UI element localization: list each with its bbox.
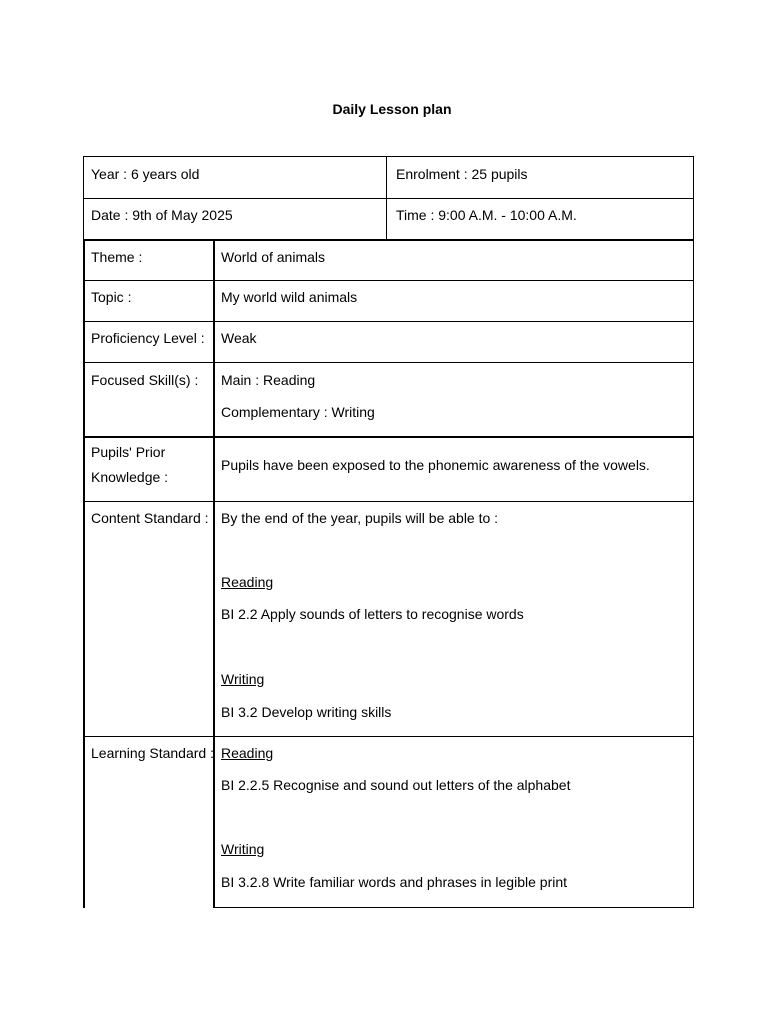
learning-standard-writing-heading: Writing	[221, 841, 265, 857]
prior-knowledge-value: Pupils have been exposed to the phonemic awareness of the vowels.	[221, 457, 650, 473]
focused-skills-label: Focused Skill(s) :	[91, 372, 199, 388]
date-text: Date : 9th of May 2025	[91, 207, 233, 223]
content-standard-label-cell	[83, 501, 214, 737]
prior-knowledge-label-line1: Pupils' Prior	[91, 444, 166, 460]
theme-label: Theme :	[91, 249, 143, 265]
focused-skills-complementary: Complementary : Writing	[221, 404, 375, 420]
column-divider-thick	[213, 239, 215, 908]
theme-value: World of animals	[221, 249, 326, 265]
content-standard-reading-item: BI 2.2 Apply sounds of letters to recognise words	[221, 606, 524, 622]
enrolment-text: Enrolment : 25 pupils	[396, 166, 528, 182]
page-title: Daily Lesson plan	[332, 101, 452, 117]
content-standard-writing-item: BI 3.2 Develop writing skills	[221, 704, 392, 720]
focused-skills-main: Main : Reading	[221, 372, 316, 388]
learning-standard-writing-item: BI 3.2.8 Write familiar words and phrases in legible print	[221, 874, 568, 890]
left-border-thick	[83, 239, 85, 908]
year-text: Year : 6 years old	[91, 166, 200, 182]
proficiency-value: Weak	[221, 330, 257, 346]
time-text: Time : 9:00 A.M. - 10:00 A.M.	[396, 207, 577, 223]
topic-value: My world wild animals	[221, 289, 358, 305]
topic-label: Topic :	[91, 289, 132, 305]
proficiency-value-cell	[213, 321, 694, 363]
learning-standard-reading-heading: Reading	[221, 745, 274, 761]
content-standard-writing-heading: Writing	[221, 671, 265, 687]
prior-knowledge-label-line2: Knowledge :	[91, 469, 169, 485]
learning-standard-reading-item: BI 2.2.5 Recognise and sound out letters of the alphabet	[221, 777, 571, 793]
proficiency-label: Proficiency Level :	[91, 330, 205, 346]
learning-standard-label: Learning Standard :	[91, 745, 214, 761]
content-standard-reading-heading: Reading	[221, 574, 274, 590]
content-standard-intro: By the end of the year, pupils will be able to :	[221, 510, 499, 526]
content-standard-label: Content Standard :	[91, 510, 209, 526]
